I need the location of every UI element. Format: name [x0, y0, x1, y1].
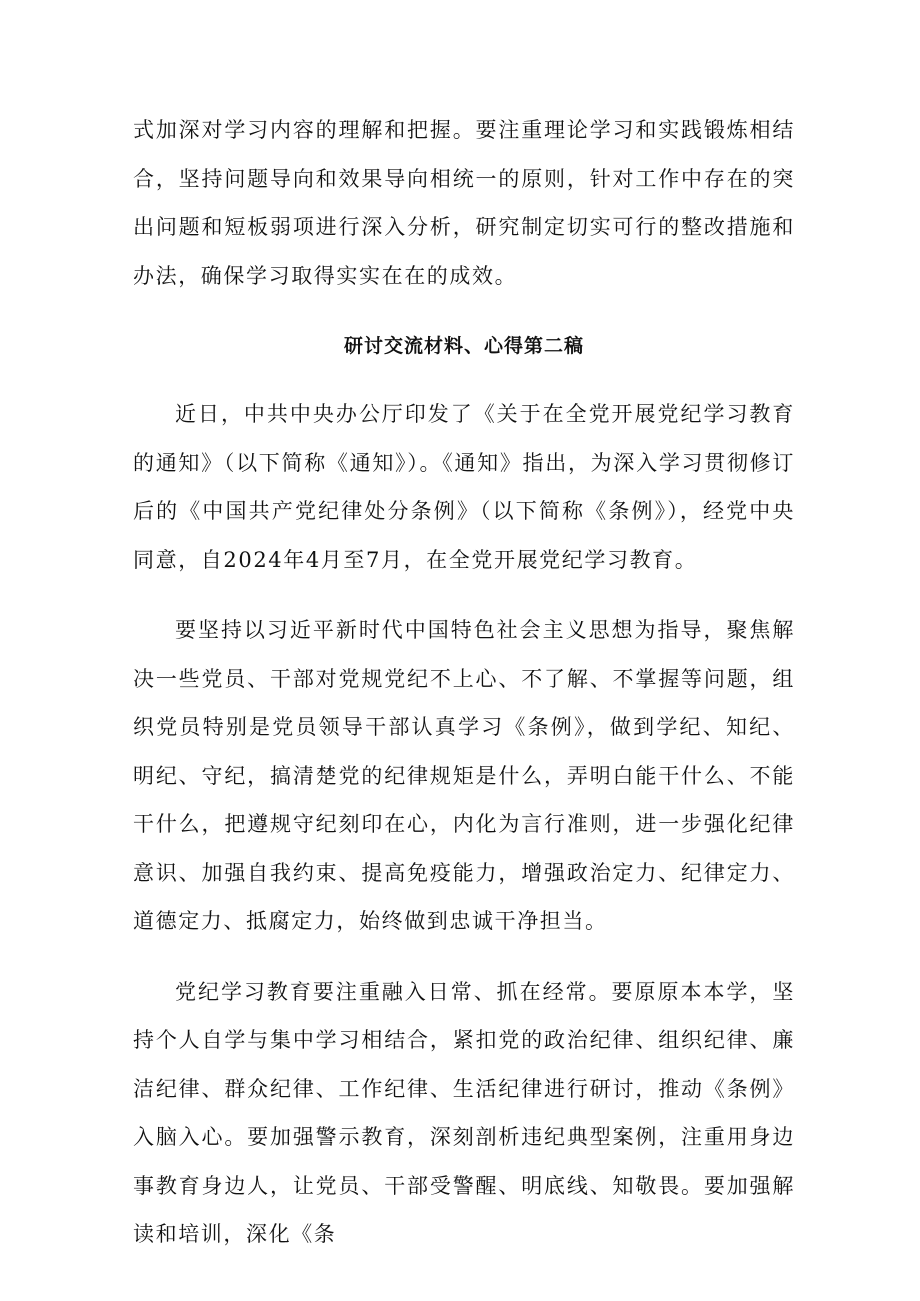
section-heading: 研讨交流材料、心得第二稿: [343, 335, 584, 357]
paragraph-guidance: 要坚持以习近平新时代中国特色社会主义思想为指导，聚焦解决一些党员、干部对党规党纪不上心、不了解、不掌握等问题，组织党员特别是党员领导干部认真学习《条例》，做到学纪、知纪、明纪、守纪，搞清楚党的纪律规矩是什么，弄明白能干什么、不能干什么，把遵规守纪刻印在心，内化为言行准则，进一步强化纪律意识、加强自我约束、提高免疫能力，增强政治定力、纪律定力、道德定力、抵腐定力，始终做到忠诚干净担当。: [133, 618, 795, 933]
paragraph-notice: 近日，中共中央办公厅印发了《关于在全党开展党纪学习教育的通知》（以下简称《通知》）。《通知》指出，为深入学习贯彻修订后的《中国共产党纪律处分条例》（以下简称《条例》），经党中央同意，自2024年4月至7月，在全党开展党纪学习教育。: [133, 402, 795, 572]
document-body: [133, 106, 795, 1259]
paragraph-daily-study: 党纪学习教育要注重融入日常、抓在经常。要原原本本学，坚持个人自学与集中学习相结合，紧扣党的政治纪律、组织纪律、廉洁纪律、群众纪律、工作纪律、生活纪律进行研讨，推动《条例》入脑入心。要加强警示教育，深刻剖析违纪典型案例，注重用身边事教育身边人，让党员、干部受警醒、明底线、知敬畏。要加强解读和培训，深化《条: [133, 979, 795, 1246]
intro-paragraph: 式加深对学习内容的理解和把握。要注重理论学习和实践锻炼相结合，坚持问题导向和效果导向相统一的原则，针对工作中存在的突出问题和短板弱项进行深入分析，研究制定切实可行的整改措施和办法，确保学习取得实实在在的成效。: [133, 118, 795, 288]
